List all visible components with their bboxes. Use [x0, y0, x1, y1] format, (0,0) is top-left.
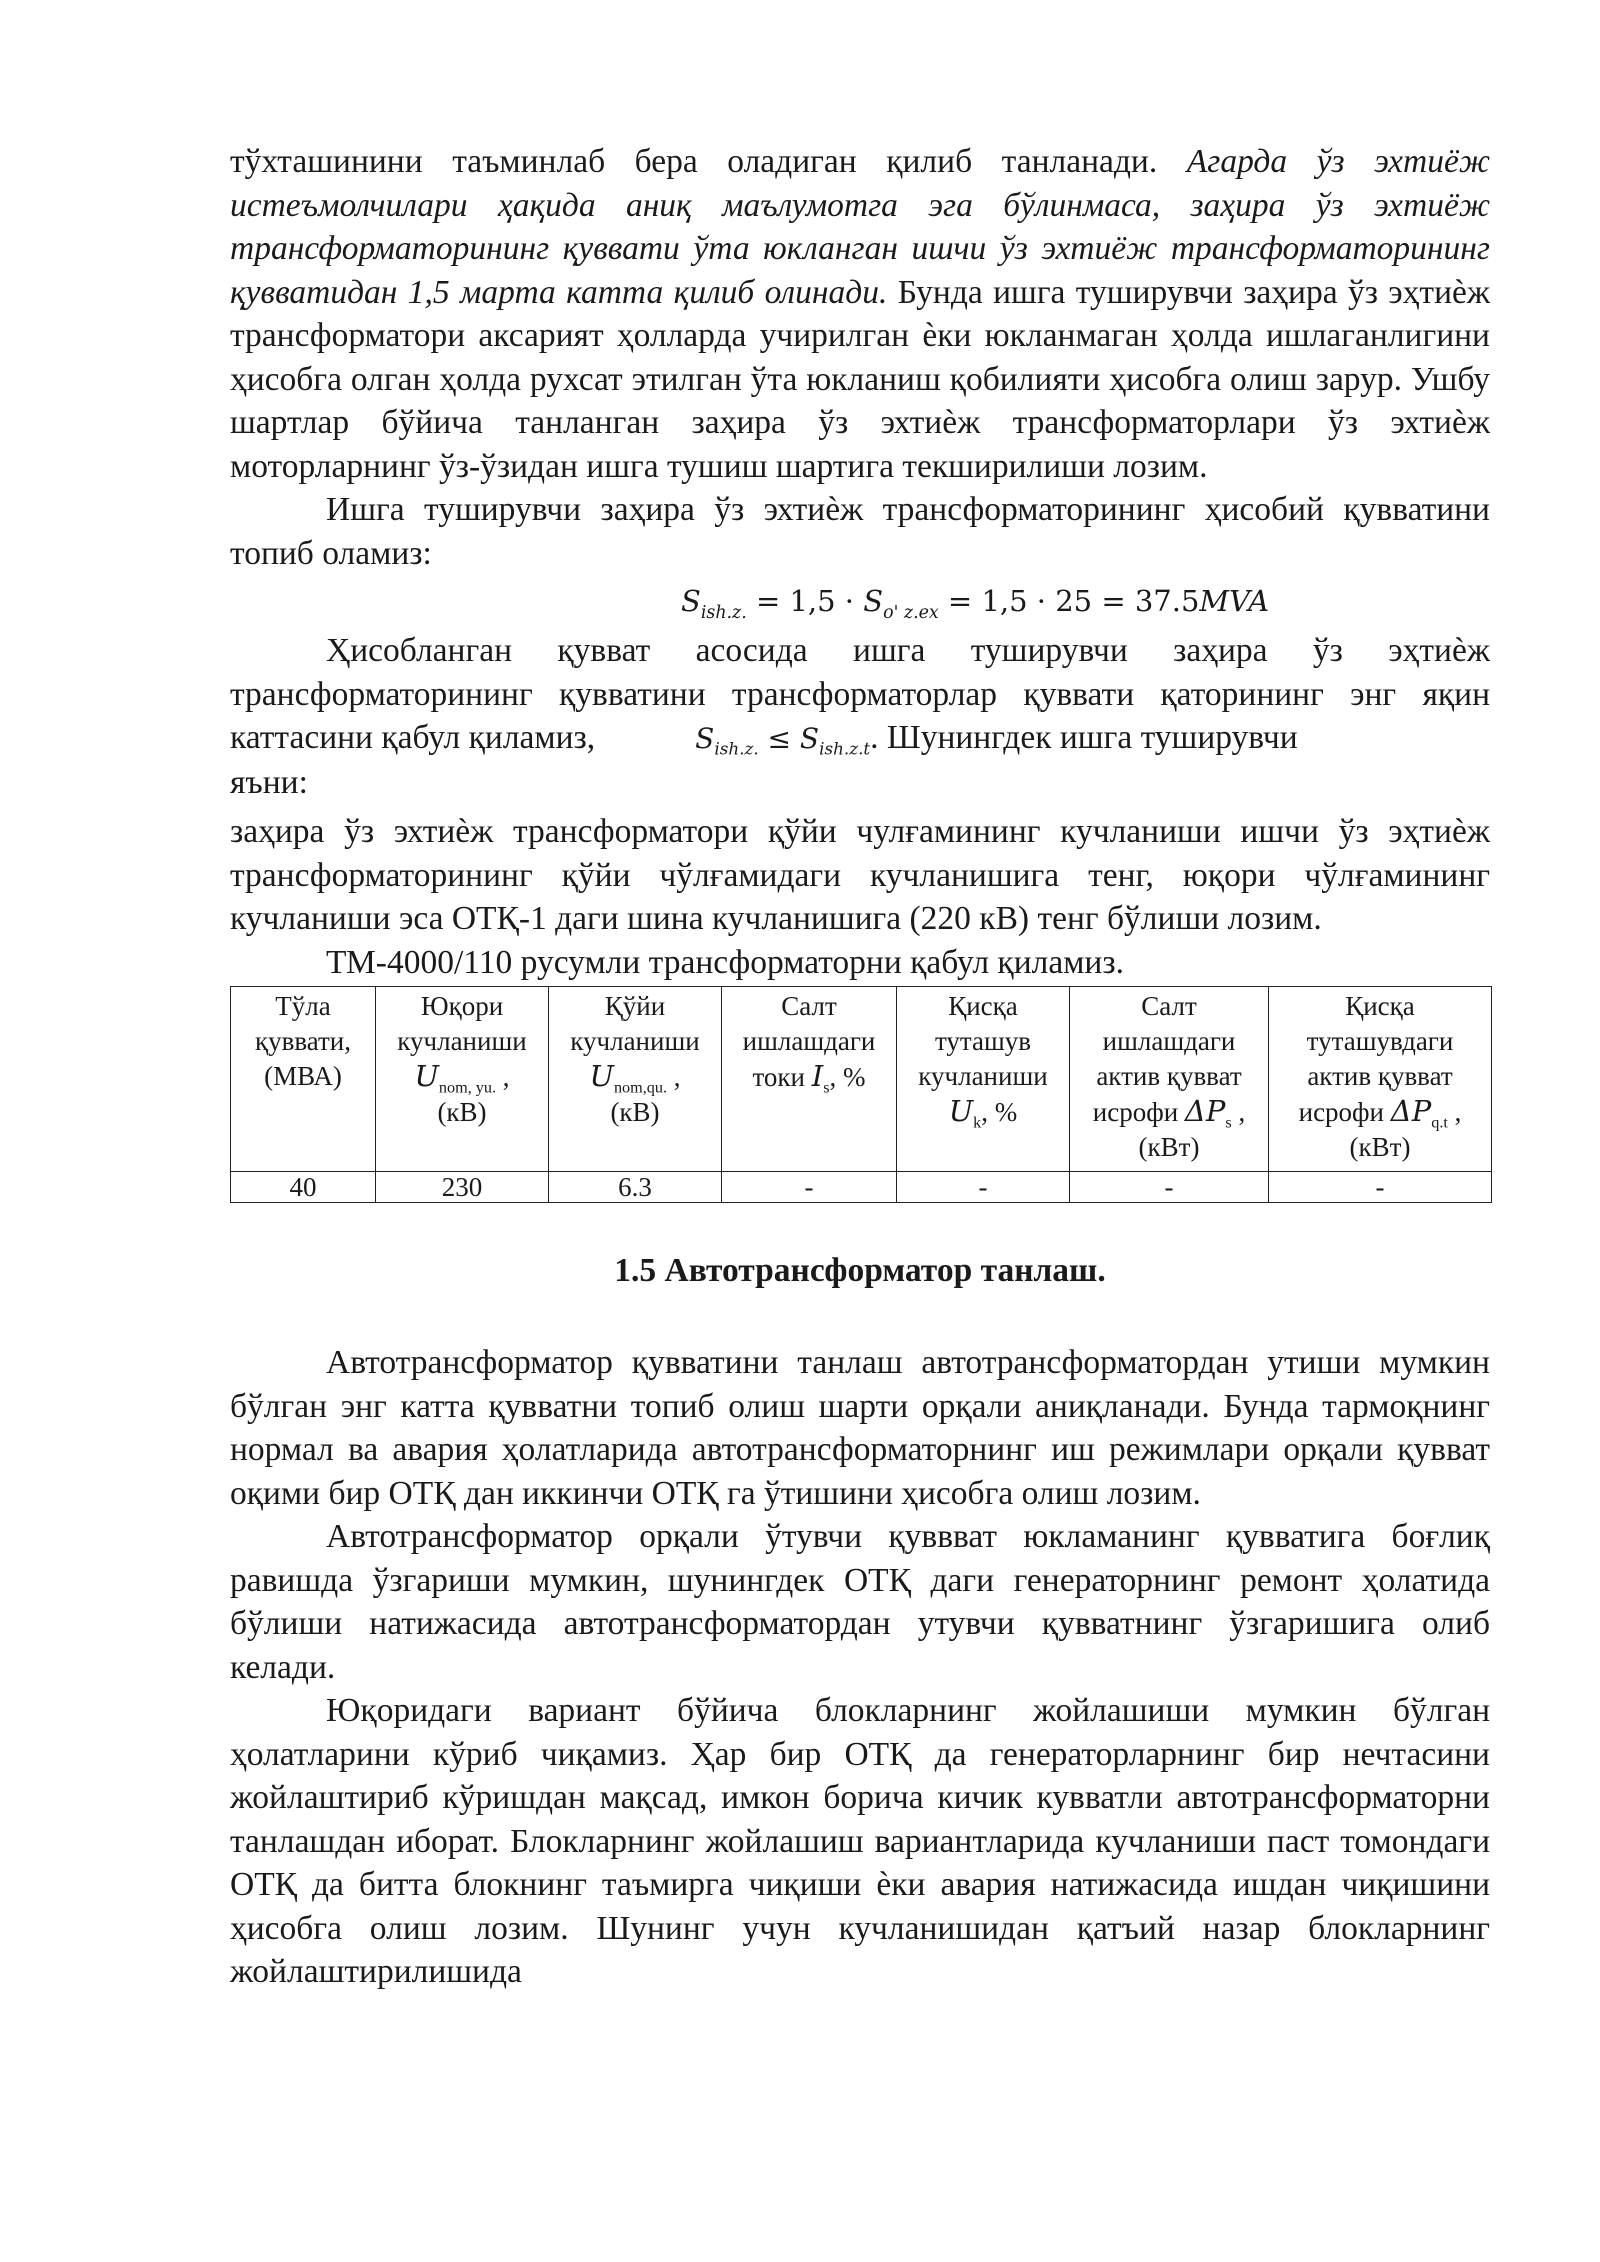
header-symbol-sub: nom, yu. [438, 1078, 497, 1097]
inequality-a-sub: ish.z. [714, 738, 759, 759]
formula-lhs-sub: ish.z. [700, 602, 747, 623]
table-header-cell [1269, 987, 1492, 1172]
formula-reserve-power [230, 579, 1490, 623]
table-cell: 40 [231, 1172, 376, 1203]
header-symbol: U [589, 1059, 614, 1093]
header-text: Тўла қуввати, (МВА) [254, 991, 352, 1091]
formula-lhs: S [680, 584, 701, 618]
formula-rhs: = 1,5 · 25 = 37.5 [938, 584, 1200, 618]
inequality-a: S [695, 722, 715, 755]
table-header-cell [549, 987, 722, 1172]
table-header-cell [897, 987, 1070, 1172]
paragraph-6: Автотрансформатор қувватини танлаш автотрансформатордан утиши мумкин бўлган энг катта қувватни топиб олиш шарти орқали аниқланади. Бунда тармоқнинг нормал ва авария ҳолатларида автотрансформаторнинг иш режимлари орқали қувват оқими бир ОТҚ дан иккинчи ОТҚ га ўтишини ҳисобга олиш лозим. [230, 1344, 1490, 1512]
header-symbol: ΔP [1184, 1094, 1226, 1128]
transformer-table [230, 986, 1492, 1203]
table-cell: 230 [376, 1172, 549, 1203]
header-text: Салт ишлашдаги токи [742, 991, 876, 1092]
formula-mid-sub: o' z.ex [883, 602, 939, 623]
paragraph-1-italic: Агарда ўз эхтиёж истеъмолчилари ҳақида аниқ маълумотга эга бўлинмаса, заҳира ўз эхтиёж трансформаторининг қуввати ўта юкланган ишчи ўз эхтиёж трансформаторининг қувватидан 1,5 марта катта қилиб олинади. [230, 143, 1491, 311]
table-header-cell [231, 987, 376, 1172]
header-suffix: , [1447, 1097, 1462, 1127]
header-suffix: , [1231, 1097, 1246, 1127]
table-header-cell [376, 987, 549, 1172]
paragraph-2: Ишга туширувчи заҳира ўз эхтиѐж трансформаторининг ҳисобий қувватини топиб оламиз: [230, 491, 1490, 572]
table-cell: - [897, 1172, 1070, 1203]
header-suffix: , % [981, 1097, 1018, 1127]
formula-mid: S [863, 584, 884, 618]
paragraph-5: ТМ-4000/110 русумли трансформаторни қабул қиламиз. [326, 943, 1124, 981]
section-heading: 1.5 Автотрансформатор танлаш. [614, 1252, 1106, 1289]
header-unit: (кВ) [610, 1097, 660, 1127]
table-row [231, 1172, 1492, 1203]
inequality-op: ≤ [758, 722, 800, 755]
header-suffix: , % [829, 1062, 866, 1092]
paragraph-4: заҳира ўз эхтиѐж трансформатори қўйи чулғамининг кучланиши ишчи ўз эҳтиѐж трансформаторининг қўйи чўлғамидаги кучланишига тенг, юқори чўлғамининг кучланиши эса ОТҚ-1 даги шина кучланишига (220 кВ) тенг бўлиши лозим. [230, 813, 1490, 937]
header-symbol-sub: s [1225, 1113, 1232, 1132]
inequality [695, 722, 871, 759]
paragraph-1-end: Бунда ишга туширувчи заҳира ўз эҳтиѐж трансформатори аксарият ҳолларда учирилган ѐки юкланмаган ҳолда ишлаганлигини ҳисобга олган ҳолда рухсат этилган ўта юкланиш қобилияти ҳисобга олиш зарур. Ушбу шартлар бўйича танланган заҳира ўз эхтиѐж трансформаторлари ўз эхтиѐж моторларнинг ўз-ўзидан ишга тушиш шартига текширилиши лозим. [230, 273, 1491, 485]
table-header-cell [722, 987, 897, 1172]
formula-eq1: = 1,5 · [746, 584, 864, 618]
header-symbol: U [414, 1059, 439, 1093]
header-text: Салт ишлашдаги актив қувват исрофи [1092, 991, 1242, 1127]
inequality-b-sub: ish.z.t [819, 738, 871, 759]
table-cell: 6.3 [549, 1172, 722, 1203]
header-unit: (кВт) [1138, 1132, 1200, 1162]
formula-unit: MVA [1199, 584, 1270, 618]
paragraph-1-start: тўхташинини таъминлаб бера оладиган қилиб танланади. [230, 143, 1158, 180]
header-symbol-sub: s [823, 1078, 830, 1097]
header-text: Қисқа туташув кучланиши [918, 991, 1048, 1091]
header-suffix: , [667, 1062, 681, 1092]
header-unit: (кВ) [437, 1097, 487, 1127]
paragraph-7: Автотрансформатор орқали ўтувчи қуввват юкламанинг қувватига боғлиқ равишда ўзгариши мумкин, шунингдек ОТҚ даги генераторнинг ремонт ҳолатида бўлиши натижасида автотрансформатордан утувчи қувватнинг ўзгаришига олиб келади. [230, 1518, 1490, 1686]
paragraph-1 [230, 140, 1490, 488]
document-page [230, 140, 1490, 1994]
header-symbol: U [948, 1094, 974, 1128]
paragraph-8: Юқоридаги вариант бўйича блокларнинг жойлашиши мумкин бўлган ҳолатларини кўриб чиқамиз. Ҳар бир ОТҚ да генераторларнинг бир нечтасини жойлаштириб кўришдан мақсад, имкон борича кичик кувватли автотрансформаторни танлашдан иборат. Блокларнинг жойлашиш вариантларида кучланиши паст томондаги ОТҚ да битта блокнинг таъмирга чиқиши ѐки авария натижасида ишдан чиқишини ҳисобга олиш лозим. Шунинг учун кучланишидан қатъий назар блокларнинг жойлаштирилишида [230, 1692, 1490, 1990]
table-header-row [231, 987, 1492, 1172]
header-unit: (кВт) [1349, 1132, 1411, 1162]
paragraph-3-tail: . Шунингдек ишга туширувчи [870, 719, 1298, 756]
table-header-cell [1070, 987, 1269, 1172]
header-symbol: ΔP [1390, 1094, 1432, 1128]
header-text: Қисқа туташувдаги актив қувват исрофи [1298, 991, 1454, 1127]
table-cell: - [1070, 1172, 1269, 1203]
table-cell: - [722, 1172, 897, 1203]
header-symbol-sub: nom,qu. [613, 1078, 667, 1097]
header-suffix: , [496, 1062, 510, 1092]
header-symbol-sub: k [973, 1113, 982, 1132]
header-text: Қўйи кучланиши [570, 991, 700, 1056]
paragraph-3 [230, 629, 1490, 761]
header-text: Юқори кучланиши [397, 991, 527, 1056]
paragraph-3-end: яъни: [230, 763, 308, 801]
paragraph-3-text: Ҳисобланган қувват асосида ишга туширувчи заҳира ўз эҳтиѐж трансформаторининг қувватини трансформаторлар қуввати қаторининг энг яқин каттасини қабул қиламиз, [230, 632, 1490, 756]
inequality-b: S [799, 722, 820, 755]
table-cell: - [1269, 1172, 1492, 1203]
header-symbol: I [811, 1059, 824, 1093]
header-symbol-sub: q.t [1431, 1113, 1448, 1132]
